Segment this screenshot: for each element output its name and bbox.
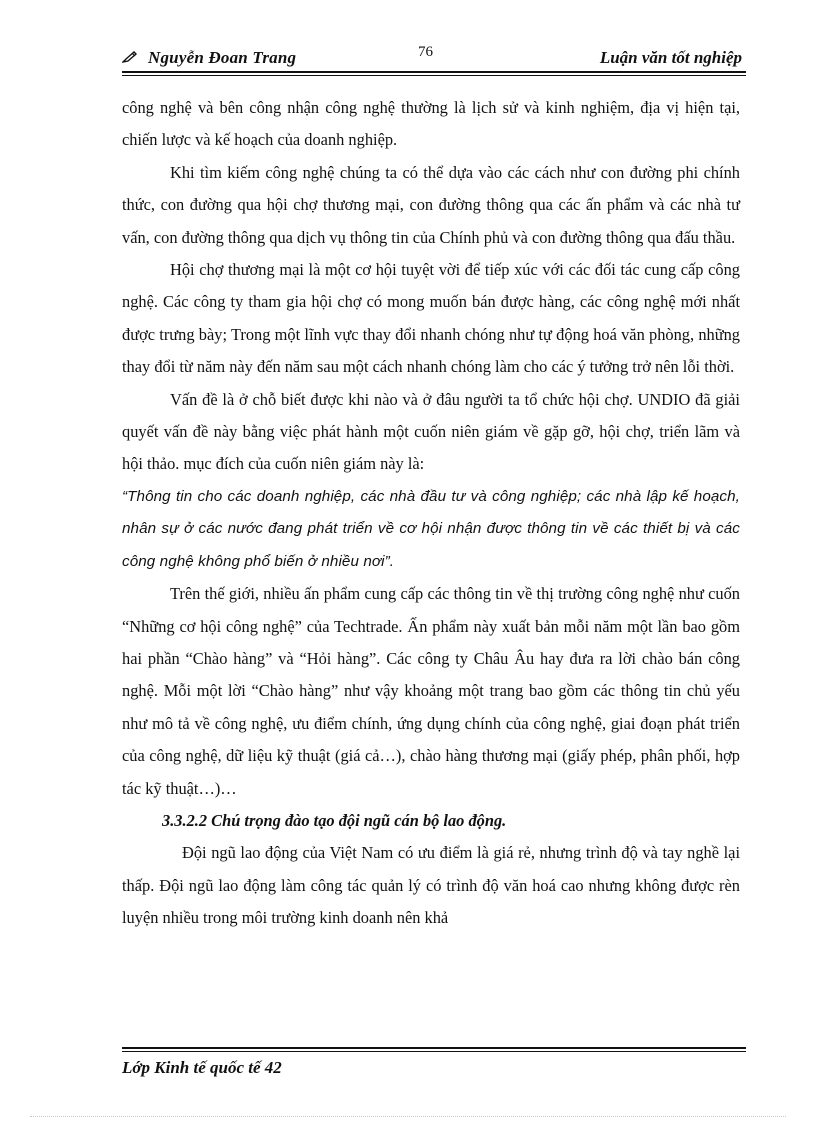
header-rule: [122, 71, 746, 73]
page-edge-divider: [30, 1116, 786, 1117]
paragraph: Đội ngũ lao động của Việt Nam có ưu điểm là giá rẻ, nhưng trình độ và tay nghề lại thấp. Đội ngũ lao động làm công tác quản lý có trình độ văn hoá cao nhưng không được rèn luyện nhiều trong môi trường kinh doanh nên khả: [122, 843, 740, 928]
header-rule-thin: [122, 75, 746, 76]
footer-rule-thin: [122, 1051, 746, 1052]
page-number: 76: [418, 44, 433, 60]
paragraph: Khi tìm kiếm công nghệ chúng ta có thể dựa vào các cách như con đường phi chính thức, con đường qua hội chợ thương mại, con đường thông qua các ấn phẩm và các nhà tư vấn, con đường thông qua dịch vụ thông tin của Chính phủ và con đường thông qua đấu thầu.: [122, 162, 740, 247]
header-author: Nguyễn Đoan Trang: [148, 48, 297, 67]
paragraph: Vấn đề là ở chỗ biết được khi nào và ở đâu người ta tổ chức hội chợ. UNDIO đã giải quyết vấn đề này bằng việc phát hành một cuốn niên giám về gặp gỡ, hội chợ, triển lãm và hội thảo. mục đích của cuốn niên giám này là:: [122, 389, 740, 474]
paragraph: Trên thế giới, nhiều ấn phẩm cung cấp các thông tin về thị trường công nghệ như cuốn “Những cơ hội công nghệ” của Techtrade. Ấn phẩm này xuất bản mỗi năm một lần bao gồm hai phần “Chào hàng” và “Hỏi hàng”. Các công ty Châu Âu hay đưa ra lời chào bán công nghệ. Mỗi một lời “Chào hàng” như vậy khoảng một trang bao gồm các thông tin chủ yếu như mô tả về công nghệ, ưu điểm chính, ứng dụng chính của công nghệ, giai đoạn phát triển của công nghệ, dữ liệu kỹ thuật (giá cả…), chào hàng thương mại (giấy phép, phân phối, hợp tác kỹ thuật…)…: [122, 584, 740, 798]
section-heading: 3.3.2.2 Chú trọng đào tạo đội ngũ cán bộ lao động.: [162, 810, 507, 830]
page-body: [122, 92, 740, 935]
footer-class-label: Lớp Kinh tế quốc tế 42: [122, 1058, 282, 1077]
footer-rule: [122, 1047, 746, 1049]
header-thesis-label: Luận văn tốt nghiệp: [599, 48, 742, 67]
paragraph: công nghệ và bên công nhận công nghệ thường là lịch sử và kinh nghiệm, địa vị hiện tại, chiến lược và kế hoạch của doanh nghiệp.: [122, 98, 740, 150]
quote-paragraph: “Thông tin cho các doanh nghiệp, các nhà đầu tư và công nghiệp; các nhà lập kế hoạch, nhân sự ở các nước đang phát triển về cơ hội nhận được thông tin về các thiết bị và các công nghệ không phổ biến ở nhiều nơi”.: [122, 487, 740, 570]
paragraph: Hội chợ thương mại là một cơ hội tuyệt vời để tiếp xúc với các đối tác cung cấp công nghệ. Các công ty tham gia hội chợ có mong muốn bán được hàng, các công nghệ mới nhất được trưng bày; Trong một lĩnh vực thay đổi nhanh chóng như tự động hoá văn phòng, những thay đổi từ năm này đến năm sau một cách nhanh chóng làm cho các ý tưởng trở nên lỗi thời.: [122, 260, 740, 377]
pen-icon: [122, 50, 138, 64]
